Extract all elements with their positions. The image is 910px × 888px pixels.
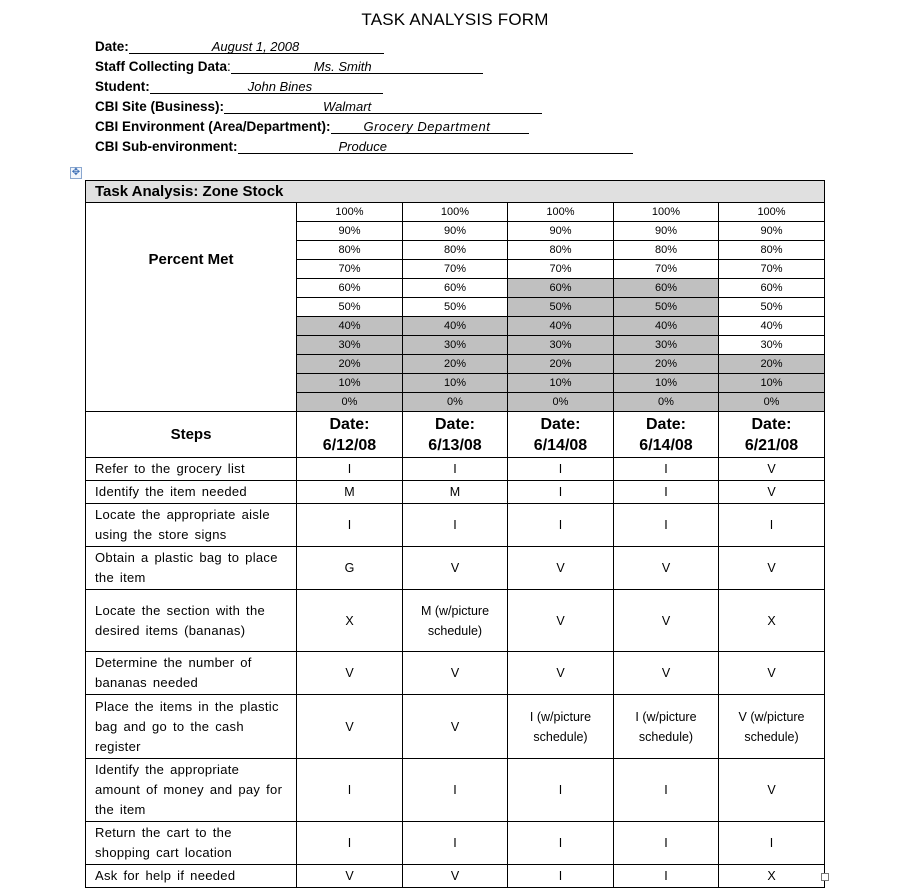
field-site-label: CBI Site (Business):: [95, 99, 225, 114]
step-score[interactable]: V: [614, 547, 719, 590]
percent-cell[interactable]: 0%: [508, 393, 614, 412]
step-score[interactable]: I: [614, 504, 719, 547]
step-score[interactable]: V: [403, 865, 508, 888]
percent-cell[interactable]: 60%: [719, 279, 825, 298]
step-score[interactable]: V: [719, 481, 825, 504]
step-score[interactable]: I: [614, 865, 719, 888]
percent-cell[interactable]: 90%: [614, 222, 719, 241]
percent-cell[interactable]: 90%: [719, 222, 825, 241]
step-score[interactable]: V: [719, 759, 825, 822]
step-score[interactable]: I: [403, 504, 508, 547]
session-date-header: [297, 412, 403, 458]
step-label: Ask for help if needed: [86, 865, 297, 888]
date-label: Date:: [751, 415, 792, 433]
step-label: Locate the section with the desired items (bananas): [86, 590, 297, 652]
underline: [129, 39, 211, 54]
step-score[interactable]: V: [508, 652, 614, 695]
step-row: [86, 759, 825, 822]
session-date-header: [719, 412, 825, 458]
step-row: [86, 504, 825, 547]
percent-cell[interactable]: 90%: [297, 222, 403, 241]
field-staff: [95, 54, 483, 74]
percent-cell[interactable]: 10%: [297, 374, 403, 393]
percent-cell[interactable]: 50%: [508, 298, 614, 317]
step-score[interactable]: M (w/picture schedule): [403, 590, 508, 652]
table-move-handle-icon[interactable]: ✥: [71, 167, 81, 178]
step-label: Refer to the grocery list: [86, 458, 297, 481]
percent-cell[interactable]: 30%: [403, 336, 508, 355]
step-label: Return the cart to the shopping cart location: [86, 822, 297, 865]
step-score[interactable]: V: [614, 652, 719, 695]
step-score[interactable]: X: [719, 865, 825, 888]
step-score[interactable]: I: [297, 822, 403, 865]
percent-cell[interactable]: 30%: [297, 336, 403, 355]
session-date: 6/14/08: [533, 436, 588, 454]
field-sub-environment-value[interactable]: Produce: [338, 139, 387, 154]
step-score[interactable]: X: [297, 590, 403, 652]
field-site-value[interactable]: Walmart: [323, 99, 372, 114]
percent-cell[interactable]: 10%: [614, 374, 719, 393]
field-staff-colon: :: [227, 59, 231, 74]
step-score[interactable]: I: [508, 481, 614, 504]
table-heading: Task Analysis: Zone Stock: [86, 181, 825, 203]
field-environment-value[interactable]: Grocery Department: [363, 119, 491, 134]
field-date-label: Date:: [95, 39, 129, 54]
field-student-value[interactable]: John Bines: [247, 79, 313, 94]
step-score[interactable]: I: [614, 759, 719, 822]
percent-cell[interactable]: 40%: [508, 317, 614, 336]
percent-cell[interactable]: 40%: [614, 317, 719, 336]
field-site: [95, 94, 542, 114]
percent-cell[interactable]: 50%: [614, 298, 719, 317]
percent-cell[interactable]: 50%: [719, 298, 825, 317]
field-date-value[interactable]: August 1, 2008: [211, 39, 300, 54]
step-row: [86, 652, 825, 695]
step-score[interactable]: V: [297, 695, 403, 759]
percent-cell[interactable]: 90%: [403, 222, 508, 241]
percent-cell[interactable]: 20%: [403, 355, 508, 374]
percent-cell[interactable]: 70%: [403, 260, 508, 279]
percent-cell[interactable]: 70%: [508, 260, 614, 279]
step-row: [86, 865, 825, 888]
table-heading-row: [86, 181, 825, 203]
step-label: Identify the appropriate amount of money and pay for the item: [86, 759, 297, 822]
percent-cell[interactable]: 40%: [403, 317, 508, 336]
step-score[interactable]: I: [508, 504, 614, 547]
field-staff-value[interactable]: Ms. Smith: [313, 59, 372, 74]
percent-cell[interactable]: 80%: [297, 241, 403, 260]
dates-row: [86, 412, 825, 458]
step-score[interactable]: M: [403, 481, 508, 504]
step-row: [86, 481, 825, 504]
percent-cell[interactable]: 80%: [614, 241, 719, 260]
step-score[interactable]: I: [403, 458, 508, 481]
step-label: Determine the number of bananas needed: [86, 652, 297, 695]
date-label: Date:: [645, 415, 686, 433]
step-score[interactable]: I: [614, 822, 719, 865]
percent-cell[interactable]: 100%: [297, 203, 403, 222]
percent-cell[interactable]: 30%: [508, 336, 614, 355]
step-score[interactable]: I: [614, 458, 719, 481]
percent-cell[interactable]: 20%: [508, 355, 614, 374]
field-student-label: Student:: [95, 79, 150, 94]
step-score[interactable]: I (w/picture schedule): [614, 695, 719, 759]
session-date: 6/13/08: [428, 436, 482, 454]
percent-cell[interactable]: 90%: [508, 222, 614, 241]
percent-cell[interactable]: 20%: [297, 355, 403, 374]
percent-cell[interactable]: 60%: [614, 279, 719, 298]
percent-cell[interactable]: 40%: [297, 317, 403, 336]
step-score[interactable]: V: [719, 547, 825, 590]
underline: [388, 139, 633, 154]
percent-cell[interactable]: 10%: [508, 374, 614, 393]
percent-cell[interactable]: 100%: [403, 203, 508, 222]
step-score[interactable]: V: [297, 865, 403, 888]
percent-cell[interactable]: 100%: [719, 203, 825, 222]
step-row: [86, 458, 825, 481]
percent-cell[interactable]: 40%: [719, 317, 825, 336]
step-score[interactable]: I: [508, 822, 614, 865]
field-date: [95, 34, 384, 54]
percent-cell[interactable]: 10%: [403, 374, 508, 393]
underline: [231, 59, 313, 74]
step-score[interactable]: X: [719, 590, 825, 652]
step-score[interactable]: V (w/picture schedule): [719, 695, 825, 759]
percent-cell[interactable]: 70%: [719, 260, 825, 279]
table-resize-handle[interactable]: [821, 873, 829, 881]
field-environment-label: CBI Environment (Area/Department):: [95, 119, 331, 134]
underline: [372, 99, 542, 114]
session-date-header: [403, 412, 508, 458]
step-score[interactable]: I: [297, 759, 403, 822]
step-label: Place the items in the plastic bag and go to the cash register: [86, 695, 297, 759]
percent-cell[interactable]: 20%: [719, 355, 825, 374]
percent-met-label: Percent Met: [148, 251, 234, 268]
step-score[interactable]: I: [614, 481, 719, 504]
underline: [150, 79, 247, 94]
underline: [238, 139, 338, 154]
steps-header: Steps: [86, 412, 297, 458]
step-score[interactable]: I: [403, 822, 508, 865]
underline: [491, 119, 529, 134]
step-score[interactable]: I: [508, 458, 614, 481]
percent-cell[interactable]: 100%: [508, 203, 614, 222]
step-row: [86, 695, 825, 759]
percent-cell[interactable]: 60%: [403, 279, 508, 298]
step-label: Locate the appropriate aisle using the store signs: [86, 504, 297, 547]
underline: [331, 119, 363, 134]
session-date-header: [614, 412, 719, 458]
field-staff-label: Staff Collecting Data: [95, 59, 228, 74]
session-date: 6/21/08: [744, 436, 799, 454]
percent-cell[interactable]: 10%: [719, 374, 825, 393]
step-score[interactable]: I: [403, 759, 508, 822]
date-label: Date:: [540, 415, 581, 433]
date-label: Date:: [434, 415, 475, 433]
percent-cell[interactable]: 60%: [508, 279, 614, 298]
underline: [313, 79, 383, 94]
step-score[interactable]: V: [403, 695, 508, 759]
step-score[interactable]: I: [297, 458, 403, 481]
step-score[interactable]: I: [508, 865, 614, 888]
step-score[interactable]: I: [719, 504, 825, 547]
percent-cell[interactable]: 20%: [614, 355, 719, 374]
percent-cell[interactable]: 60%: [297, 279, 403, 298]
session-date-header: [508, 412, 614, 458]
percent-cell[interactable]: 0%: [297, 393, 403, 412]
step-score[interactable]: V: [403, 547, 508, 590]
step-score[interactable]: I: [297, 504, 403, 547]
percent-cell[interactable]: 80%: [403, 241, 508, 260]
step-score[interactable]: V: [508, 590, 614, 652]
task-analysis-table: [85, 180, 825, 888]
step-score[interactable]: V: [403, 652, 508, 695]
date-label: Date:: [329, 415, 370, 433]
step-score[interactable]: V: [508, 547, 614, 590]
form-title: TASK ANALYSIS FORM: [361, 10, 549, 29]
step-label: Identify the item needed: [86, 481, 297, 504]
percent-cell[interactable]: 100%: [614, 203, 719, 222]
underline: [224, 99, 322, 114]
percent-cell[interactable]: 50%: [403, 298, 508, 317]
step-score[interactable]: I (w/picture schedule): [508, 695, 614, 759]
step-label: Obtain a plastic bag to place the item: [86, 547, 297, 590]
percent-cell[interactable]: 50%: [297, 298, 403, 317]
session-date: 6/12/08: [322, 436, 377, 454]
percent-cell[interactable]: 0%: [719, 393, 825, 412]
step-score[interactable]: I: [508, 759, 614, 822]
percent-cell[interactable]: 30%: [614, 336, 719, 355]
field-sub-environment: [95, 134, 633, 154]
percent-cell[interactable]: 70%: [614, 260, 719, 279]
step-score[interactable]: G: [297, 547, 403, 590]
step-row: [86, 822, 825, 865]
field-student: [95, 74, 383, 94]
percent-cell[interactable]: 80%: [508, 241, 614, 260]
step-score[interactable]: I: [719, 822, 825, 865]
field-sub-environment-label: CBI Sub-environment:: [95, 139, 238, 154]
underline: [300, 39, 384, 54]
step-row: [86, 547, 825, 590]
percent-cell[interactable]: 0%: [403, 393, 508, 412]
step-score[interactable]: V: [614, 590, 719, 652]
percent-cell[interactable]: 0%: [614, 393, 719, 412]
session-date: 6/14/08: [639, 436, 693, 454]
step-score[interactable]: V: [297, 652, 403, 695]
percent-cell[interactable]: 70%: [297, 260, 403, 279]
percent-row: [86, 203, 825, 222]
percent-met-label-cell: [86, 203, 297, 412]
step-score[interactable]: V: [719, 652, 825, 695]
percent-cell[interactable]: 80%: [719, 241, 825, 260]
percent-cell[interactable]: 30%: [719, 336, 825, 355]
step-row: [86, 590, 825, 652]
step-score[interactable]: M: [297, 481, 403, 504]
field-environment: [95, 114, 529, 134]
step-score[interactable]: V: [719, 458, 825, 481]
underline: [373, 59, 483, 74]
